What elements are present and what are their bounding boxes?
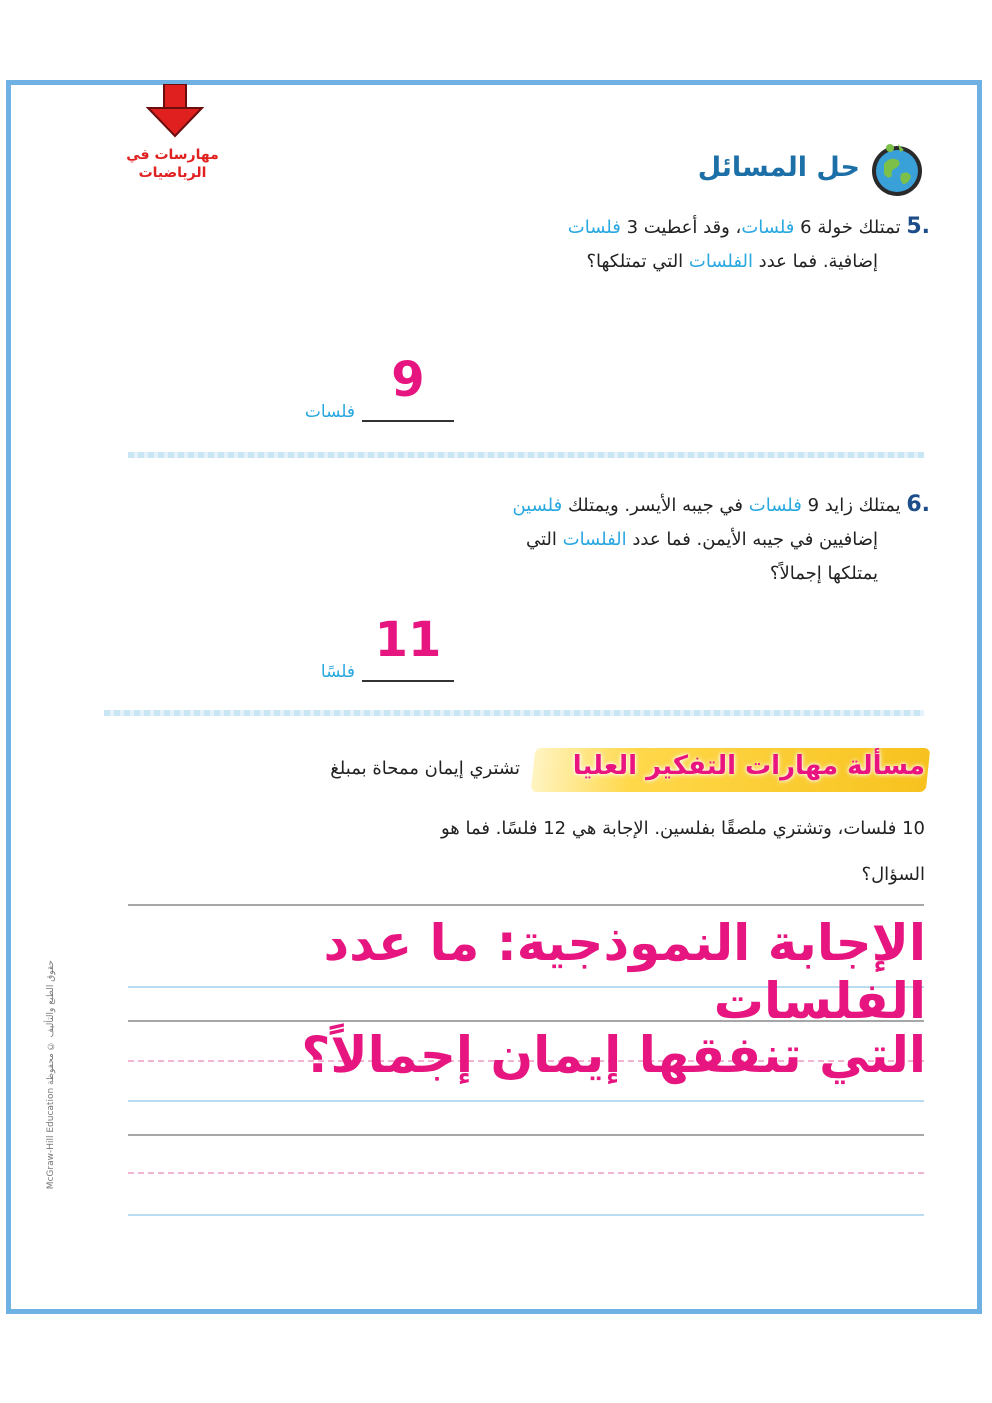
writing-rule-dash-2 [128,1172,924,1174]
q6-text-c: في جيبه الأيسر. ويمتلك [562,495,749,516]
divider-1 [128,452,924,458]
hot-text-2-line: 10 فلسات، وتشتري ملصقًا بفلسين. الإجابة هي 12 فلسًا. فما هو [440,818,925,839]
q6-text-b: فلسات [748,495,802,516]
q6-number: .6 [906,492,930,517]
globe-icon [868,140,926,198]
math-practices-tag [115,146,230,182]
writing-rule-5 [128,1214,924,1216]
question-5 [280,210,930,279]
model-answer-line-1: الإجابة النموذجية: ما عدد الفلسات [323,914,926,1030]
q5-text-b: 6 [800,217,812,238]
hot-text-3-line: السؤال؟ [861,864,925,885]
q6-answer-line [362,680,454,682]
writing-rule-4 [128,1134,924,1136]
q6-text-a: يمتلك زايد 9 [801,495,901,516]
question-6 [280,488,930,591]
q6-line3: يمتلكها إجمالاً؟ [769,563,878,584]
q5-text-a: تمتلك خولة [811,217,901,238]
q6-line2-b: الفلسات [562,529,627,550]
q5-text-f: فلسات [567,217,621,238]
q5-line2-c: التي تمتلكها؟ [586,251,689,272]
q6-unit: فلسًا [320,662,355,682]
q6-text-d: فلسين [512,495,563,516]
q6-answer: 11 [374,612,442,668]
q5-line2-a: إضافية. فما عدد [752,251,878,272]
tag-line1: مهارسات في [126,147,219,163]
hot-text-2 [220,806,925,898]
arrow-down-icon [145,84,205,138]
section-title: حل المسائل [697,152,860,183]
q5-line1 [280,210,930,245]
tag-line2: الرياضيات [138,165,207,181]
copyright-note [46,960,68,1260]
q5-line2-b: الفلسات [688,251,753,272]
q5-unit: فلسات [304,402,355,422]
q6-line2 [280,523,930,557]
writing-rule-top [128,904,924,906]
hot-title: مسألة مهارات التفكير العليا [572,751,925,781]
divider-2 [104,710,924,716]
copyright-text: McGraw-Hill Education حقوق الطبع والتأليف © محفوظة [46,960,56,1190]
model-answer-line-2: التي تنفقها إيمان إجمالاً؟ [301,1026,926,1084]
q5-answer: 9 [391,352,425,408]
q6-line2-a: إضافيين في جيبه الأيمن. فما عدد [626,529,878,550]
q6-line1 [280,488,930,523]
q5-text-e: ، وقد أعطيت 3 [620,217,742,238]
writing-rule-3 [128,1100,924,1102]
q5-text-d: فلسات [741,217,795,238]
q6-line2-c: التي [525,529,563,550]
q5-line2 [280,245,930,279]
hot-text-1: تشتري إيمان ممحاة بمبلغ [330,758,520,779]
q5-number: .5 [906,214,930,239]
q5-answer-line [362,420,454,422]
